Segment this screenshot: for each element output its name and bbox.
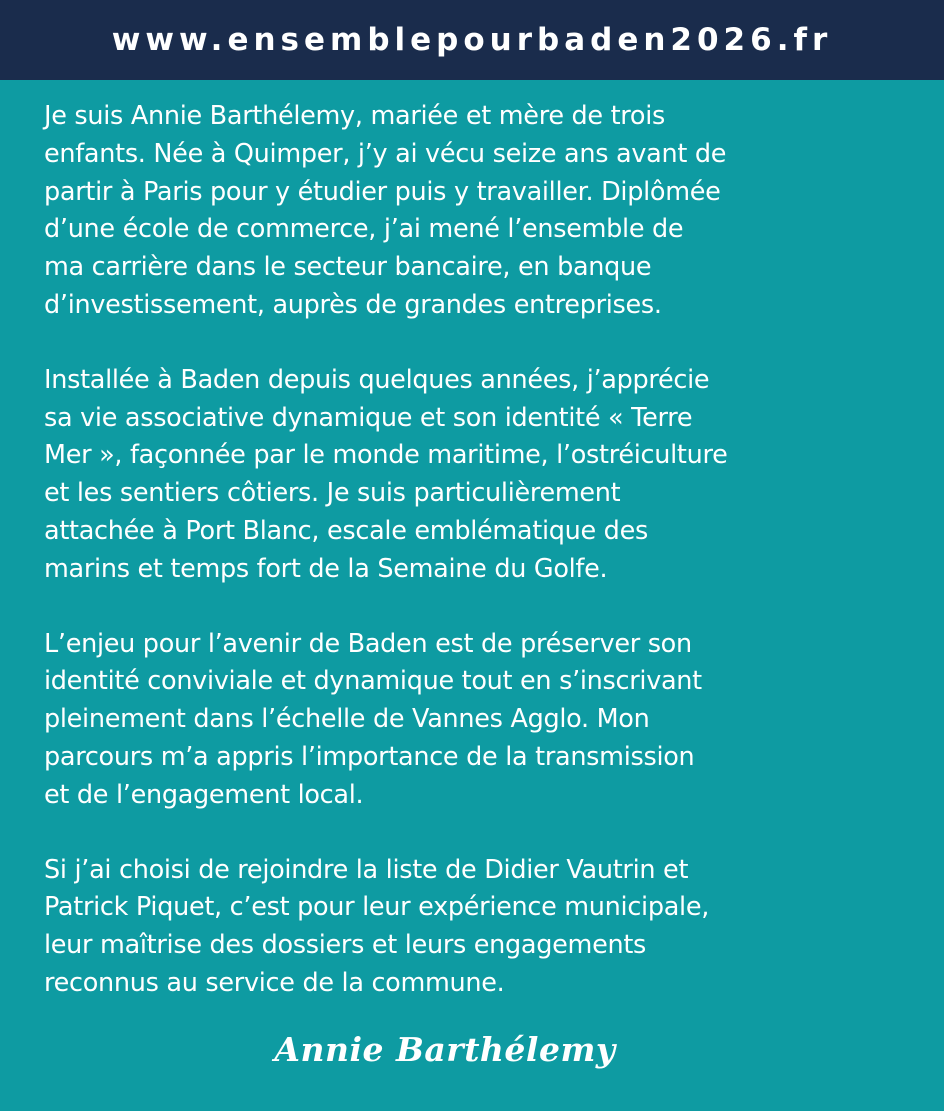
- bio-paragraph-4: Si j’ai choisi de rejoindre la liste de Didier Vautrin et Patrick Piquet, c’est pour leur expérience municipale, leur maîtrise des dossiers et leurs engagements reconnus au service de la commune.: [44, 854, 710, 998]
- header-band: [0, 0, 944, 80]
- signature: Annie Barthélemy: [274, 1030, 616, 1069]
- website-url: www.ensemblepourbaden2026.fr: [111, 22, 833, 58]
- bio-paragraph-2: Installée à Baden depuis quelques années, j’apprécie sa vie associative dynamique et son identité « Terre Mer », façonnée par le monde maritime, l’ostréiculture et les sentiers côtiers. Je suis particulièrement attachée à Port Blanc, escale emblématique des marins et temps fort de la Semaine du Golfe.: [44, 364, 728, 584]
- bio-paragraph-1: Je suis Annie Barthélemy, mariée et mère de trois enfants. Née à Quimper, j’y ai vécu seize ans avant de partir à Paris pour y étudier puis y travailler. Diplômée d’une école de commerce, j’ai mené l’ensemble de ma carrière dans le secteur bancaire, en banque d’investissement, auprès de grandes entreprises.: [44, 101, 727, 320]
- bio-paragraph-3: L’enjeu pour l’avenir de Baden est de préserver son identité conviviale et dynamique tout en s’inscrivant pleinement dans l’échelle de Vannes Agglo. Mon parcours m’a appris l’importance de la transmission et de l’engagement local.: [44, 628, 702, 810]
- bio-text: [44, 98, 924, 1040]
